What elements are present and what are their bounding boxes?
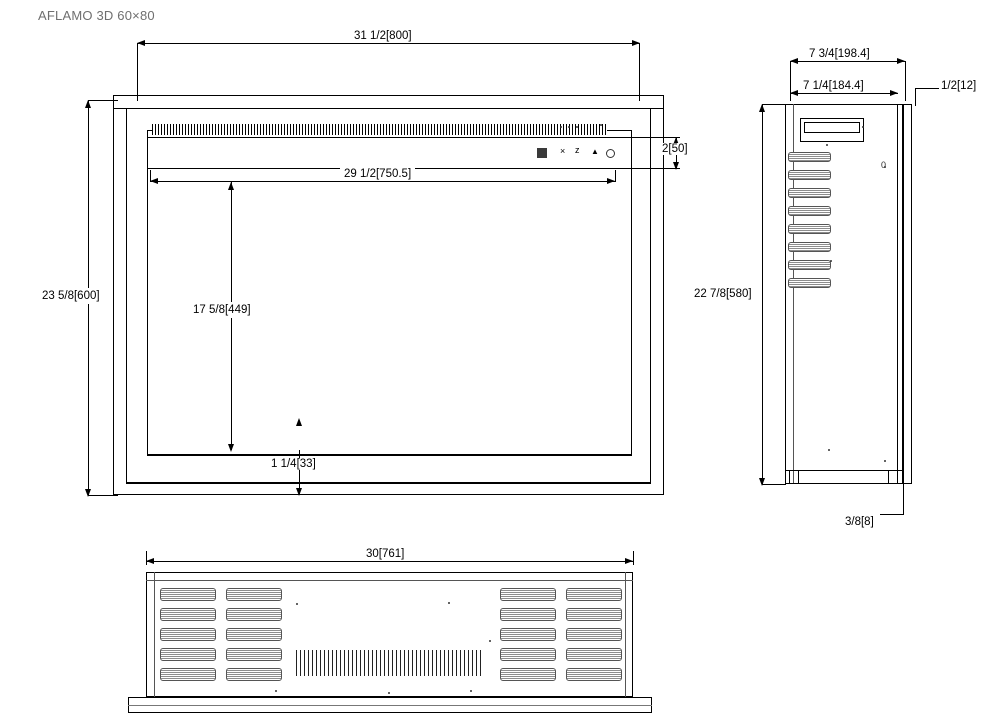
arrow-up [759, 104, 765, 112]
arrow-up [85, 100, 91, 108]
dim-front-bottom-offset: 1 1/4[33] [268, 458, 319, 470]
ext-line [137, 43, 138, 101]
dim-side-body-depth: 7 1/4[184.4] [800, 80, 867, 92]
top-louver [566, 668, 622, 681]
ext-line [762, 484, 786, 485]
leader-line [903, 484, 904, 514]
dim-line-side-height [762, 104, 763, 484]
top-louver [500, 648, 556, 661]
top-louver [160, 608, 216, 621]
dim-front-glass-height: 17 5/8[449] [190, 302, 254, 318]
control-button-square[interactable] [537, 148, 547, 158]
arrow-left [137, 40, 145, 46]
arrow-left [790, 90, 798, 96]
front-base-line [126, 483, 651, 484]
top-louver [226, 608, 282, 621]
top-louver [160, 628, 216, 641]
top-louver [160, 588, 216, 601]
top-base-line [128, 705, 652, 706]
ext-line [762, 104, 786, 105]
arrow-right [607, 178, 615, 184]
grill-bottom-line [147, 137, 632, 138]
arrow-left [146, 558, 154, 564]
dim-side-flange: 1/2[12] [941, 80, 977, 92]
dim-front-top-strip: 2[50] [662, 143, 688, 155]
dim-front-inner-width: 29 1/2[750.5] [340, 168, 415, 180]
ext-line [615, 170, 616, 182]
top-inner-line [146, 580, 633, 581]
dim-line-side-body [790, 93, 898, 94]
side-inner-line [897, 104, 898, 484]
ext-line [88, 100, 118, 101]
top-louver [566, 608, 622, 621]
side-louver [788, 260, 831, 270]
top-louver [500, 628, 556, 641]
side-foot-right [888, 470, 898, 484]
top-body [146, 572, 633, 697]
arrow-up [296, 418, 302, 426]
arrow-right [897, 58, 905, 64]
side-louver [788, 206, 831, 216]
top-louver [160, 648, 216, 661]
control-icon-z[interactable]: z [575, 145, 580, 155]
side-foot-left [789, 470, 799, 484]
arrow-down [228, 444, 234, 452]
control-icon-flame[interactable]: ▲ [591, 147, 599, 156]
top-louver [566, 588, 622, 601]
dim-line-front-width [137, 43, 640, 44]
top-louver [500, 608, 556, 621]
side-louver [788, 278, 831, 288]
control-icon-x[interactable]: × [560, 146, 566, 156]
ext-line [150, 170, 151, 182]
top-louver [500, 588, 556, 601]
dim-side-foot: 3/8[8] [845, 516, 874, 528]
ext-line [88, 495, 118, 496]
side-flange-plate [903, 104, 912, 484]
arrow-down [296, 488, 302, 496]
top-left-inner [154, 572, 155, 697]
arrow-down [673, 162, 679, 170]
top-louver [500, 668, 556, 681]
top-louver [566, 628, 622, 641]
page-title: AFLAMO 3D 60×80 [38, 8, 155, 23]
top-center-grill [296, 650, 481, 676]
leader-line [880, 514, 904, 515]
top-louver [226, 628, 282, 641]
side-louver [788, 242, 831, 252]
side-marker-0: 0 [881, 160, 887, 170]
dim-front-overall-width: 31 1/2[800] [350, 30, 416, 42]
arrow-up [228, 182, 234, 190]
arrow-left [150, 178, 158, 184]
top-right-inner [625, 572, 626, 697]
ext-line [146, 551, 147, 565]
top-louver [226, 668, 282, 681]
dim-side-height: 22 7/8[580] [694, 288, 752, 300]
glass-bottom-line [147, 455, 632, 456]
dim-line-inner-width [150, 181, 615, 182]
leader-line [915, 88, 916, 106]
dim-line-side-depth [790, 61, 905, 62]
arrow-right [625, 558, 633, 564]
side-display-screen [804, 122, 860, 133]
arrow-right [890, 90, 898, 96]
dim-line-top-width [146, 561, 633, 562]
ext-line [639, 43, 640, 101]
dim-top-width: 30[761] [362, 548, 408, 560]
top-louver [226, 648, 282, 661]
control-icon-power[interactable] [606, 149, 615, 158]
leader-line [915, 88, 939, 89]
arrow-left [790, 58, 798, 64]
ext-line [905, 61, 906, 101]
top-louver [226, 588, 282, 601]
side-louver [788, 152, 831, 162]
top-louver [160, 668, 216, 681]
side-louver [788, 170, 831, 180]
side-louver [788, 188, 831, 198]
side-base-line [785, 470, 903, 471]
side-louver [788, 224, 831, 234]
dim-side-overall-depth: 7 3/4[198.4] [806, 48, 873, 60]
ext-line [633, 551, 634, 565]
top-louver [566, 648, 622, 661]
dim-front-overall-height: 23 5/8[600] [42, 290, 100, 302]
top-vent-grill [152, 124, 607, 135]
